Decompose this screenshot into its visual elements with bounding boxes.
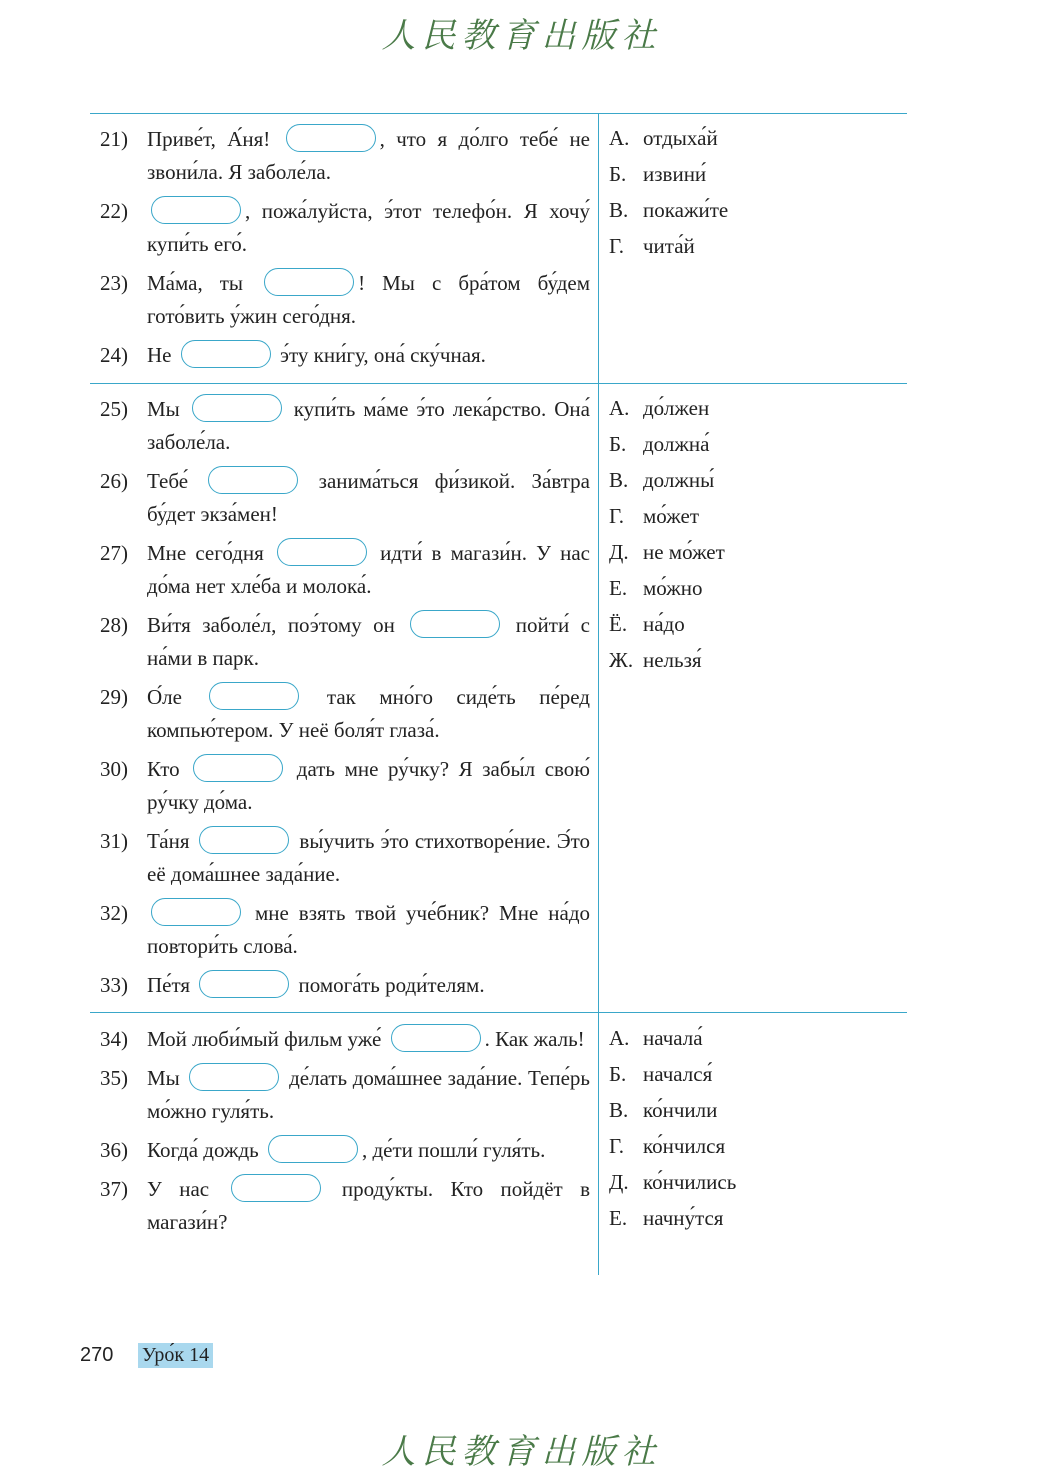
item-number: 37) bbox=[100, 1177, 128, 1201]
option-text: ко́нчились bbox=[643, 1170, 737, 1194]
option-letter: А. bbox=[609, 396, 630, 420]
option-text: не мо́жет bbox=[643, 540, 725, 564]
item-text bbox=[147, 393, 590, 459]
answer-option bbox=[609, 1167, 899, 1203]
option-text: мо́жет bbox=[643, 504, 699, 528]
text-before-blank: Та́ня bbox=[147, 829, 196, 853]
text-before-blank: Когда́ дождь bbox=[147, 1138, 264, 1162]
items-list bbox=[100, 393, 590, 1008]
text-after-blank: дать мне ру́чку? Я забы́л свою́ ру́чку до́ма. bbox=[147, 757, 590, 814]
answer-option bbox=[609, 159, 899, 195]
item-number: 21) bbox=[100, 127, 128, 151]
text-before-blank: Мне сего́дня bbox=[147, 541, 273, 565]
option-text: мо́жно bbox=[643, 576, 703, 600]
item-text bbox=[147, 465, 590, 531]
item-number: 23) bbox=[100, 271, 128, 295]
text-after-blank: ! Мы с бра́том бу́дем гото́вить у́жин сего́дня. bbox=[147, 271, 590, 328]
answer-option bbox=[609, 573, 899, 609]
lesson-label: Уро́к 14 bbox=[138, 1343, 213, 1368]
text-after-blank: пойти́ с на́ми в парк. bbox=[147, 613, 590, 670]
exercise-item bbox=[100, 537, 590, 603]
text-after-blank: купи́ть ма́ме э́то лека́рство. Она́ заболе́ла. bbox=[147, 397, 590, 454]
answer-option bbox=[609, 1203, 899, 1239]
exercise-item bbox=[100, 681, 590, 747]
exercise-item bbox=[100, 969, 590, 1002]
answer-blank[interactable] bbox=[151, 898, 241, 926]
answer-option bbox=[609, 1131, 899, 1167]
text-after-blank: , пожа́луйста, э́тот телефо́н. Я хочу́ купи́ть его́. bbox=[147, 199, 590, 256]
item-number: 30) bbox=[100, 757, 128, 781]
items-list bbox=[100, 1023, 590, 1245]
option-letter: Д. bbox=[609, 540, 629, 564]
exercise-item bbox=[100, 267, 590, 333]
answer-option bbox=[609, 1023, 899, 1059]
answer-option bbox=[609, 537, 899, 573]
answer-blank[interactable] bbox=[151, 196, 241, 224]
option-text: нельзя́ bbox=[643, 648, 702, 672]
text-before-blank: Тебе́ bbox=[147, 469, 205, 493]
exercise-item bbox=[100, 1173, 590, 1239]
option-text: на́до bbox=[643, 612, 685, 636]
exercise-item bbox=[100, 1062, 590, 1128]
item-number: 34) bbox=[100, 1027, 128, 1051]
item-number: 29) bbox=[100, 685, 128, 709]
exercise-item bbox=[100, 897, 590, 963]
option-letter: В. bbox=[609, 468, 629, 492]
exercise-item bbox=[100, 393, 590, 459]
option-text: ко́нчили bbox=[643, 1098, 718, 1122]
text-after-blank: проду́кты. Кто пойдёт в магази́н? bbox=[147, 1177, 590, 1234]
item-number: 25) bbox=[100, 397, 128, 421]
item-text bbox=[147, 753, 590, 819]
answer-blank[interactable] bbox=[209, 682, 299, 710]
options-list bbox=[609, 1023, 899, 1239]
item-text bbox=[147, 969, 590, 1002]
item-text bbox=[147, 537, 590, 603]
answer-option bbox=[609, 1095, 899, 1131]
item-text bbox=[147, 123, 590, 189]
text-after-blank: де́лать дома́шнее зада́ние. Тепе́рь мо́жно гуля́ть. bbox=[147, 1066, 590, 1123]
text-after-blank: вы́учить э́то стихотворе́ние. Э́то её дома́шнее зада́ние. bbox=[147, 829, 591, 886]
items-list bbox=[100, 123, 590, 378]
text-before-blank: Мой люби́мый фильм уже́ bbox=[147, 1027, 387, 1051]
option-letter: А. bbox=[609, 1026, 630, 1050]
text-before-blank: Кто bbox=[147, 757, 190, 781]
answer-blank[interactable] bbox=[208, 466, 298, 494]
option-text: должна́ bbox=[643, 432, 710, 456]
option-letter: Ж. bbox=[609, 648, 634, 672]
item-number: 27) bbox=[100, 541, 128, 565]
answer-option bbox=[609, 1059, 899, 1095]
text-before-blank: Приве́т, А́ня! bbox=[147, 127, 282, 151]
option-letter: Г. bbox=[609, 1134, 625, 1158]
item-text bbox=[147, 1134, 590, 1167]
item-text bbox=[147, 681, 590, 747]
answer-option bbox=[609, 231, 899, 267]
option-letter: Е. bbox=[609, 576, 628, 600]
answer-option bbox=[609, 501, 899, 537]
publisher-watermark-bottom: 人民教育出版社 bbox=[381, 1432, 662, 1472]
text-before-blank: Ма́ма, ты bbox=[147, 271, 261, 295]
option-text: должны́ bbox=[643, 468, 715, 492]
exercise-item bbox=[100, 1134, 590, 1167]
option-text: извини́ bbox=[643, 162, 707, 186]
exercise-item bbox=[100, 465, 590, 531]
option-letter: В. bbox=[609, 1098, 629, 1122]
exercise-item bbox=[100, 339, 590, 372]
item-number: 24) bbox=[100, 343, 128, 367]
option-letter: В. bbox=[609, 198, 629, 222]
exercise-item bbox=[100, 123, 590, 189]
option-text: начался́ bbox=[643, 1062, 713, 1086]
text-after-blank: так мно́го сиде́ть пе́ред компью́тером. У неё боля́т глаза́. bbox=[147, 685, 590, 742]
option-text: покажи́те bbox=[643, 198, 729, 222]
text-before-blank: Не bbox=[147, 343, 177, 367]
text-after-blank: . Как жаль! bbox=[484, 1027, 585, 1051]
page-number: 270 bbox=[80, 1344, 114, 1366]
option-letter: Б. bbox=[609, 1062, 627, 1086]
item-text bbox=[147, 1173, 590, 1239]
answer-blank[interactable] bbox=[277, 538, 367, 566]
answer-option bbox=[609, 429, 899, 465]
options-list bbox=[609, 393, 899, 681]
item-text bbox=[147, 1062, 590, 1128]
text-after-blank: помога́ть роди́телям. bbox=[293, 973, 485, 997]
option-text: начала́ bbox=[643, 1026, 703, 1050]
item-number: 32) bbox=[100, 901, 128, 925]
answer-option bbox=[609, 195, 899, 231]
divider-top bbox=[90, 113, 907, 114]
answer-blank[interactable] bbox=[199, 970, 289, 998]
option-text: начну́тся bbox=[643, 1206, 724, 1230]
option-letter: Б. bbox=[609, 162, 627, 186]
answer-blank[interactable] bbox=[286, 124, 376, 152]
option-text: до́лжен bbox=[643, 396, 710, 420]
option-letter: А. bbox=[609, 126, 630, 150]
answer-blank[interactable] bbox=[264, 268, 354, 296]
text-after-blank: э́ту кни́гу, она́ ску́чная. bbox=[274, 343, 486, 367]
exercise-item bbox=[100, 753, 590, 819]
exercise-item bbox=[100, 609, 590, 675]
item-number: 31) bbox=[100, 829, 128, 853]
answer-blank[interactable] bbox=[231, 1174, 321, 1202]
answer-option bbox=[609, 609, 899, 645]
item-text bbox=[147, 609, 590, 675]
text-before-blank: О́ле bbox=[147, 685, 206, 709]
item-number: 22) bbox=[100, 199, 128, 223]
item-text bbox=[147, 1023, 590, 1056]
text-after-blank: , де́ти пошли́ гуля́ть. bbox=[361, 1138, 546, 1162]
answer-blank[interactable] bbox=[181, 340, 271, 368]
text-before-blank: Мы bbox=[147, 397, 188, 421]
item-number: 35) bbox=[100, 1066, 128, 1090]
item-text bbox=[147, 195, 590, 261]
options-list bbox=[609, 123, 899, 267]
text-before-blank: У нас bbox=[147, 1177, 227, 1201]
text-before-blank: Пе́тя bbox=[147, 973, 196, 997]
divider-1 bbox=[90, 383, 907, 384]
option-text: чита́й bbox=[643, 234, 695, 258]
item-number: 28) bbox=[100, 613, 128, 637]
item-text bbox=[147, 267, 590, 333]
option-text: ко́нчился bbox=[643, 1134, 726, 1158]
answer-option bbox=[609, 123, 899, 159]
exercise-item bbox=[100, 195, 590, 261]
answer-blank[interactable] bbox=[192, 394, 282, 422]
answer-option bbox=[609, 393, 899, 429]
answer-blank[interactable] bbox=[193, 754, 283, 782]
option-letter: Б. bbox=[609, 432, 627, 456]
exercise-item bbox=[100, 1023, 590, 1056]
publisher-watermark-top: 人民教育出版社 bbox=[381, 16, 662, 56]
divider-2 bbox=[90, 1012, 907, 1013]
answer-option bbox=[609, 465, 899, 501]
answer-blank[interactable] bbox=[268, 1135, 358, 1163]
option-letter: Г. bbox=[609, 234, 625, 258]
text-after-blank: мне взять твой уче́бник? Мне на́до повтори́ть слова́. bbox=[147, 901, 590, 958]
item-text bbox=[147, 339, 590, 372]
option-letter: Е. bbox=[609, 1206, 628, 1230]
item-number: 36) bbox=[100, 1138, 128, 1162]
answer-blank[interactable] bbox=[189, 1063, 279, 1091]
exercise-item bbox=[100, 825, 590, 891]
text-after-blank: занима́ться фи́зикой. За́втра бу́дет экза́мен! bbox=[147, 469, 590, 526]
option-letter: Г. bbox=[609, 504, 625, 528]
option-letter: Ё. bbox=[609, 612, 628, 636]
column-divider bbox=[598, 113, 599, 1275]
item-number: 26) bbox=[100, 469, 128, 493]
item-number: 33) bbox=[100, 973, 128, 997]
item-text bbox=[147, 825, 590, 891]
text-before-blank: Мы bbox=[147, 1066, 186, 1090]
answer-blank[interactable] bbox=[391, 1024, 481, 1052]
item-text bbox=[147, 897, 590, 963]
answer-option bbox=[609, 645, 899, 681]
text-after-blank: идти́ в магази́н. У нас до́ма нет хле́ба и молока́. bbox=[147, 541, 590, 598]
option-letter: Д. bbox=[609, 1170, 629, 1194]
answer-blank[interactable] bbox=[199, 826, 289, 854]
text-before-blank: Ви́тя заболе́л, поэ́тому он bbox=[147, 613, 407, 637]
answer-blank[interactable] bbox=[410, 610, 500, 638]
text-after-blank: , что я до́лго тебе́ не звони́ла. Я заболе́ла. bbox=[147, 127, 591, 184]
option-text: отдыха́й bbox=[643, 126, 718, 150]
